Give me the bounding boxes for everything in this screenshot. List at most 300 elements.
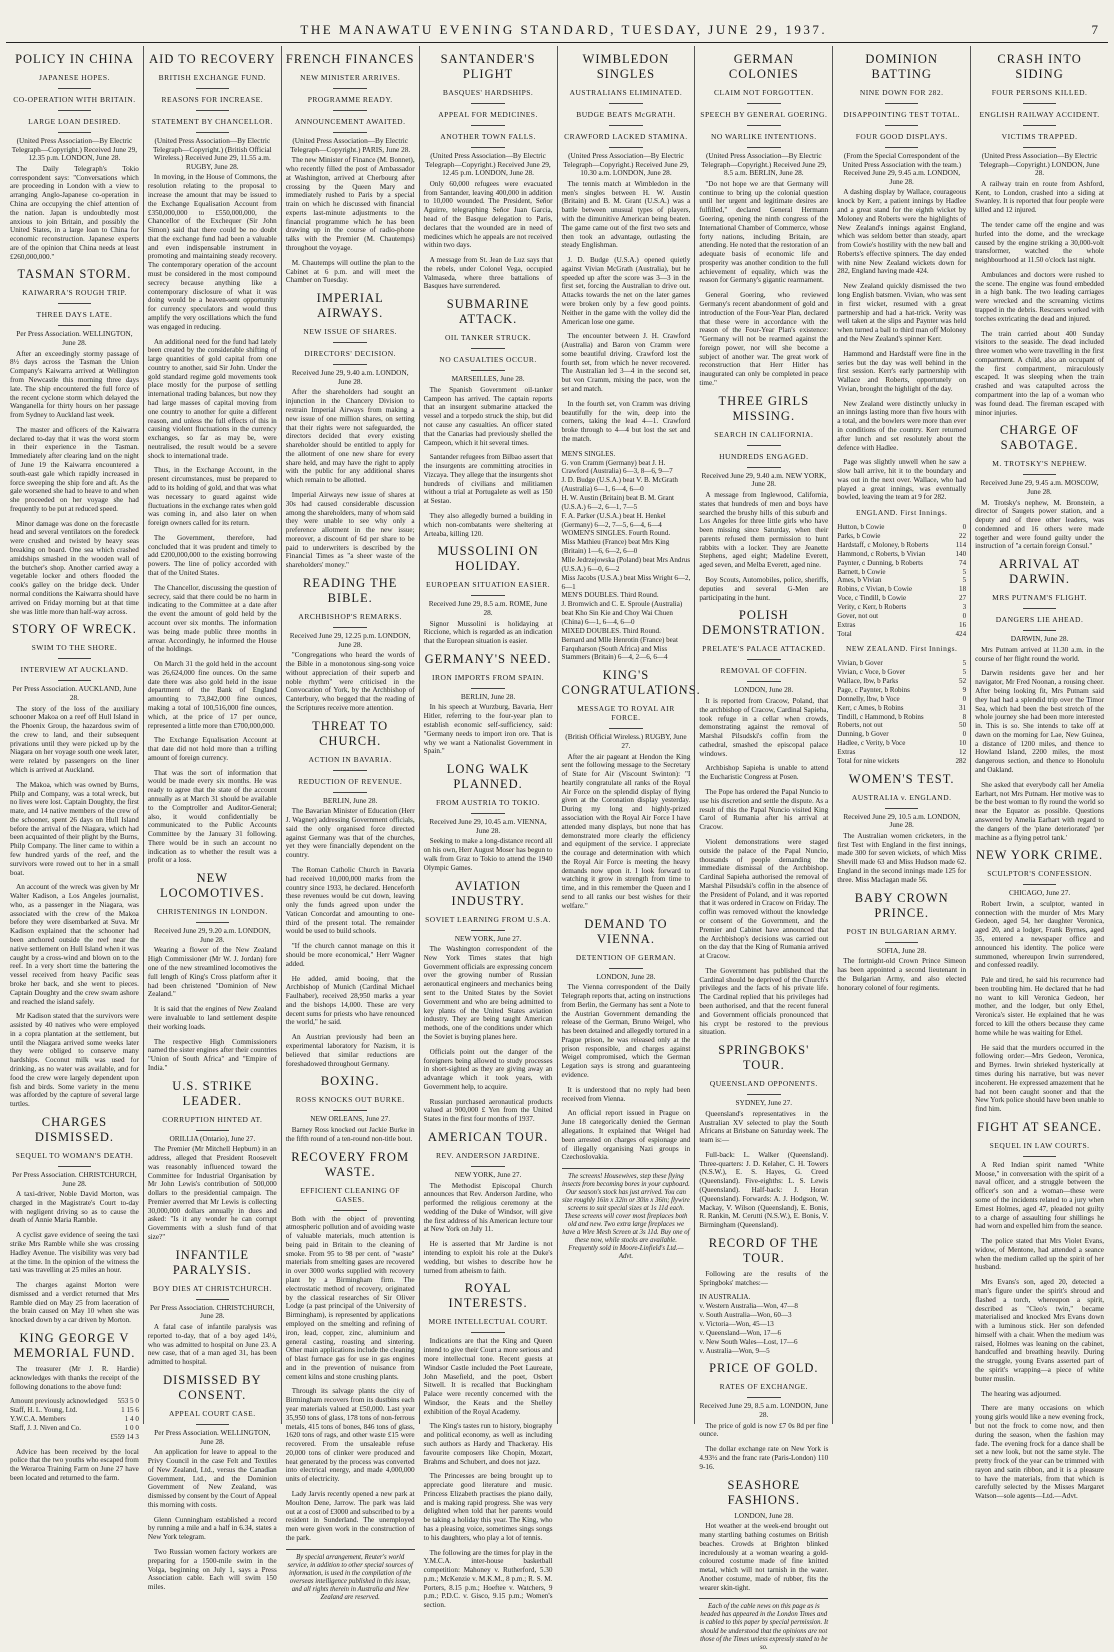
table-cell-value: 0 bbox=[962, 694, 967, 703]
body-paragraph: A Red Indian spirit named "White Moose," in conversation with the spirit of a naval officer, and a struggle between the officer's son and a woman—these were some of the incidents related to a jury when Ernest Holmes, aged 47, pleaded not guilty to a charge of assaulting four shillings he had worn and expelled him from the seance. bbox=[975, 1160, 1104, 1231]
article bbox=[562, 917, 691, 1162]
subheading: MORE INTELLECTUAL COURT. bbox=[428, 1317, 548, 1327]
table-row bbox=[837, 523, 966, 532]
table-cell-label: WOMEN'S SINGLES. Fourth Round. bbox=[561, 529, 671, 538]
subheading: EUROPEAN SITUATION EASIER. bbox=[426, 580, 551, 590]
footnote: Each of the cable news on this page as is headed has appeared in the London Times and is cabled to this paper by special permission. It should be understood that the opinions are not those of the Times unless expressly stated to be so. bbox=[699, 1598, 828, 1651]
table-row bbox=[562, 494, 691, 512]
article bbox=[286, 719, 415, 1069]
article bbox=[837, 644, 966, 765]
body-paragraph: In the fourth set, von Cramm was driving beautifully for the win, deep into the corners, taking the lead 4—1. Crawford broke through to 4—4 but lost the set and the match. bbox=[561, 399, 691, 443]
table-cell-value: 282 bbox=[955, 756, 967, 765]
table-row bbox=[562, 512, 691, 530]
headline: THREE GIRLS MISSING. bbox=[718, 393, 810, 423]
article bbox=[837, 891, 966, 993]
body-paragraph: The Australian women cricketers, in the first Test with England in the first innings, made 300 for seven wickets, of which Miss Shevill made 63 and Miss Hudson made 62. England in the second innings made 125 for three. Miss Maclagan made 56. bbox=[837, 831, 967, 884]
headline: DOMINION BATTING bbox=[865, 52, 938, 81]
body-paragraph: Both with the object of preventing atmospheric pollution and of avoiding waste of valuable materials, much attention is being paid in Britain to the cleaning of smoke. From 95 to 98 per cent. of "waste" materials from smelting gases are recovered in over 3000 works supplied with recovery plant by a Birmingham firm. The electrostatic method of recovery, originated by the classical researches of Sir Oliver Lodge (a past principal of the University of Birmingham), is represented by applications employed on the smelting and refining of iron, lead, copper, zinc, aluminium and general casting, roasting and sintering. Other main applications include the cleaning of blast furnace gas for use in gas engines and in the prevention of nuisance from cement kilns and stone crushing plants. bbox=[285, 1214, 415, 1381]
body-paragraph: The Government, therefore, had concluded that it was prudent and timely to add £200,000,000 to the existing borrowing powers. The line of policy accorded with that of the United States. bbox=[147, 533, 277, 578]
table-cell-value: 553 5 0 bbox=[117, 1397, 139, 1406]
dateline: (United Press Association—By Electric Telegraph—Copyright.) PARIS, June 28. bbox=[290, 136, 411, 154]
dateline: NEW YORK, June 27. bbox=[454, 1169, 522, 1179]
article bbox=[699, 1236, 828, 1356]
divider-rule bbox=[471, 1332, 505, 1333]
table-cell-label: Extras bbox=[837, 747, 856, 756]
subheading: CLAIM NOT FORGOTTEN. bbox=[713, 88, 814, 97]
table-row bbox=[837, 739, 966, 748]
body-paragraph: The Washington correspondent of the New York Times states that high Government officials are expressing concern over the growing number of Russian aeronautical engineers and mechanics being sent to the United States by the Soviet Government and who are being admitted to key plants of the United States aviation industry. They are being taught American methods, one of the conditions under which the Soviet is buying planes here. bbox=[423, 945, 553, 1041]
body-paragraph: "Do not hope we are that Germany will continue to bring up the colonial question until her urgent and legitimate desires are fulfilled," declared General Hermann Goering, opening the ninth congress of the International Chamber of Commerce, whose forty nations, including Britain, are attending. He noted that the restoration of an adequate basis of economic life and prosperity was another condition to the full achievement of equality, which was the reason for Germany's gigantic rearmament. bbox=[699, 179, 829, 285]
subheading: SOVIET LEARNING FROM U.S.A. bbox=[425, 914, 551, 924]
body-paragraph: Minor damage was done on the forecastle head and several ventilators on the foredeck were crushed and twisted by heavy seas breaking on board. One sea which crashed amidships smashed in the wooden wall of the butcher's shop. Another carried away a vegetable locker and others flooded the cook's galley on the bridge deck. Under normal conditions the Kaiwarra should have arrived on Friday morning but at that time she was little more than half-way across. bbox=[10, 519, 139, 616]
article bbox=[562, 52, 691, 662]
headline: DISMISSED BY CONSENT. bbox=[163, 1372, 262, 1402]
body-paragraph: Advice has been received by the local police that the two youths who escaped from the Weraroa Training Farm on June 27 have been located and returned to the farm. bbox=[10, 1447, 139, 1483]
stats-table bbox=[699, 1293, 828, 1355]
table-cell-value: 0 bbox=[962, 730, 967, 739]
subheading: IRON IMPORTS FROM SPAIN. bbox=[431, 672, 545, 682]
table-row bbox=[837, 730, 966, 739]
body-paragraph: After the air pageant at Hendon the King sent the following message to the Secretary of State for Air (Viscount Swinton): "I heartily congratulate all ranks of the Royal Air Force on the splendid display of flying given at the Coronation display yesterday. During my long and highly-prized association with the Royal Air Force I have attended many displays, but none that has demonstrated more clearly the efficiency and equipment of the service. I appreciate the courage and determination with which the Royal Air Force is meeting the heavy demands now upon it. I look forward to watching it grow in strength from time to time, and in this remember the Queen and I send to all ranks our best wishes for their welfare." bbox=[561, 752, 691, 910]
subheading: ANNOUNCEMENT AWAITED. bbox=[294, 117, 406, 126]
table-cell-label: Paynter, c Dunning, b Roberts bbox=[837, 558, 923, 567]
table-row bbox=[562, 574, 691, 592]
dateline: NEW ORLEANS, June 27. bbox=[310, 1114, 391, 1124]
subheading: ARCHBISHOP'S REMARKS. bbox=[298, 612, 402, 621]
body-paragraph: She asked that everybody call her Amelia Earhart, not Mrs Putnam. Her motive was to be the best woman to fly round the world so near the Equator as possible. Questions answered by Amelia Earhart with regard to the dangers of the 'plane deteriorated' 'per machine as a flying petrol tank.' bbox=[975, 780, 1104, 842]
table-cell-label: Page, c Paynter, b Robins bbox=[837, 685, 910, 694]
table-row bbox=[562, 636, 691, 663]
table-row bbox=[837, 695, 966, 704]
table-cell-label: v. Australia—Won, 9—5 bbox=[699, 1346, 770, 1355]
body-paragraph: M. Trotsky's nephew, M. Bronstein, a director of Saugets power station, and a deputy and of three other leaders, was condemned and 16 others were made together and were found guilty under the instruction of "a certain foreign Consul." bbox=[975, 498, 1104, 551]
divider-rule bbox=[196, 1130, 230, 1131]
table-row bbox=[837, 668, 966, 677]
body-paragraph: M. Chautemps will outline the plan to the Cabinet at 6 p.m. and will meet the Chamber on Tuesday. bbox=[285, 258, 415, 285]
headline: THREAT TO CHURCH. bbox=[312, 718, 389, 748]
table-row bbox=[837, 713, 966, 722]
body-paragraph: Officials point out the danger of the foreigners being allowed to study processes in short-sighted as they are giving away an advantage which it took years, with Government help, to acquire. bbox=[423, 1047, 553, 1091]
divider-rule bbox=[471, 595, 505, 596]
divider-rule bbox=[1023, 474, 1057, 475]
body-paragraph: A taxi-driver, Noble David Morton, was charged in the Magistrate's Court to-day with negligent driving so as to cause the death of Annie Maria Ramble. bbox=[10, 1190, 139, 1225]
body-paragraph: After an exceedingly stormy passage of 8½ days across the Tasman the Union Company's Kaiwarra arrived at Wellington from Newcastle this morning three days late. The ship encountered the full force of the recent cyclone storm which delayed the Wanganella for thirty hours on her passage from Sydney to Auckland last week. bbox=[10, 349, 139, 420]
body-paragraph: Seeking to make a long-distance record all on his own, Herr August Moser has begun to walk from Graz to Tokio to attend the 1940 Olympic Games. bbox=[423, 837, 553, 872]
table-cell-label: v. Victoria—Won, 45—13 bbox=[699, 1320, 774, 1329]
table-row bbox=[837, 612, 966, 621]
subheading: SPEECH BY GENERAL GOERING. bbox=[700, 110, 828, 119]
divider-rule bbox=[333, 1210, 367, 1211]
table-cell-label: Voce, c Tindill, b Cowie bbox=[837, 594, 907, 603]
body-paragraph: The Government has published that the Cardinal should be deprived of the Church's privileges and the facts of his private life. The Cardinal replied that his privileges had been authorised, and that the recent funeral and Government officials pronounced that his crypt be restored to the previous situation. bbox=[699, 966, 829, 1037]
article bbox=[286, 576, 415, 713]
article bbox=[10, 52, 139, 261]
body-paragraph: Imperial Airways new issue of shares at 30s had caused considerable discussion among the shareholders, many of whom said they were unable to see why only a preference allotment in the new issue; moreover, a discount of 6d per share to be paid to underwriters is described by the Financial Times as "a sheer waste of the shareholders' money." bbox=[285, 490, 415, 570]
subheading: APPEAL COURT CASE. bbox=[168, 1408, 256, 1418]
divider-rule bbox=[58, 680, 92, 681]
divider-rule bbox=[196, 1424, 230, 1425]
table-cell-label: Mlle Jedrzejowska (Poland) beat Mrs Andrus (U.S.A.) 6—0, 6—2 bbox=[561, 556, 691, 573]
body-paragraph: Two Russian women factory workers are preparing for a 1500-mile swim in the Volga, beginning on July 1, says a Press Association cable. Each will swim 150 miles. bbox=[147, 1547, 277, 1592]
table-cell-label: Tindill, c Hammond, b Robins bbox=[837, 712, 924, 721]
table-row bbox=[562, 529, 691, 538]
body-paragraph: It is understood that no reply had been received from Vienna. bbox=[561, 1085, 691, 1103]
table-cell-value: 52 bbox=[959, 677, 967, 686]
dateline: DARWIN, June 28. bbox=[1010, 634, 1069, 644]
article bbox=[286, 1074, 415, 1143]
table-row bbox=[837, 748, 966, 757]
table-row bbox=[837, 550, 966, 559]
divider-rule bbox=[747, 125, 781, 126]
table-cell-value: £559 14 3 bbox=[110, 1432, 139, 1441]
headline: WOMEN'S TEST. bbox=[848, 771, 955, 786]
table-row bbox=[562, 556, 691, 574]
article bbox=[424, 652, 553, 756]
table-cell-label: Staff, J. J. Niven and Co. bbox=[10, 1423, 81, 1432]
headline: AID TO RECOVERY bbox=[149, 52, 276, 66]
body-paragraph: New Zealand quickly dismissed the two long English batsmen. Vivian, who was sent in first wicket, resumed with a great partnership and had a hat-trick. Verity was well taken at the slips and Paynter was held when turned a ball to third man off Moloney and the New Zealand's spinner Kerr. bbox=[837, 282, 967, 343]
body-paragraph: The fortnight-old Crown Prince Simeon has been appointed a second lieutenant in the Bulgarian Army, and also elected honorary colonel of four regiments. bbox=[837, 957, 967, 992]
subheading: CHRISTENINGS IN LONDON. bbox=[156, 907, 268, 917]
article bbox=[975, 423, 1104, 551]
body-paragraph: There are many occasions on which young girls would like a new evening frock, but not the frock to come now, and then during the season, when the fashion may fade. The evening frock for a dance shall be set a new look, but not the same style. The pretty frock of the year can be trimmed with rayon and satin ribbon, and it is a pleasure to have the materials, from that which is carefully selected by the Misses Margaret Watson—sole agents—Ltd.—Advt. bbox=[975, 1404, 1104, 1501]
article bbox=[286, 291, 415, 570]
headline: WIMBLEDON SINGLES bbox=[582, 52, 670, 81]
table-row bbox=[562, 476, 691, 494]
dateline: LONDON, June 28. bbox=[734, 1510, 794, 1520]
divider-rule bbox=[471, 147, 505, 148]
divider-rule bbox=[471, 348, 505, 349]
table-cell-value: 74 bbox=[959, 558, 967, 567]
column-grid bbox=[6, 43, 1108, 1651]
dateline: BERLIN, June 28. bbox=[323, 795, 378, 805]
divider-rule bbox=[609, 728, 643, 729]
article bbox=[837, 52, 966, 502]
body-paragraph: They also allegedly burned a building in which non-combatants were sheltering at Arteaba, killing 120. bbox=[423, 511, 553, 538]
body-paragraph: A railway train en route from Ashford, Kent, to London, crashed into a siding at Swanley. It is reported that four people were killed and 12 injured. bbox=[975, 179, 1104, 215]
headline: FRENCH FINANCES bbox=[285, 52, 415, 66]
subheading: SEARCH IN CALIFORNIA. bbox=[714, 429, 814, 439]
dateline: Received June 29, 9.20 a.m. LONDON, June 28. bbox=[153, 926, 271, 944]
table-cell-label: Donnelly, lbw, b Voce bbox=[837, 694, 900, 703]
divider-rule bbox=[747, 681, 781, 682]
table-cell-value: 10 bbox=[959, 739, 967, 748]
table-cell-label: Hardstaff, c Moloney, b Roberts bbox=[837, 540, 929, 549]
subheading: PRELATE'S PALACE ATTACKED. bbox=[702, 644, 826, 654]
divider-rule bbox=[885, 808, 919, 809]
table-cell-label: Kerr, c Ames, b Robins bbox=[837, 703, 904, 712]
divider-rule bbox=[747, 1094, 781, 1095]
table-row bbox=[10, 1424, 139, 1433]
headline: RECORD OF THE TOUR. bbox=[708, 1235, 819, 1265]
article bbox=[699, 1361, 828, 1471]
table-cell-label: v. Queensland—Won, 17—6 bbox=[699, 1328, 782, 1337]
subheading: PROGRAMME READY. bbox=[307, 95, 393, 104]
table-row bbox=[837, 621, 966, 630]
headline: STORY OF WRECK. bbox=[12, 622, 137, 637]
dateline: Per Press Association. WELLINGTON, June 28. bbox=[154, 1427, 271, 1446]
table-cell-label: IN AUSTRALIA. bbox=[699, 1293, 751, 1302]
divider-rule bbox=[747, 147, 781, 148]
divider-rule bbox=[333, 770, 367, 771]
article bbox=[424, 544, 553, 646]
headline: READING THE BIBLE. bbox=[302, 576, 398, 605]
table-cell-label: Vivian, c Voce, b Gover bbox=[837, 668, 906, 677]
article bbox=[699, 1043, 828, 1230]
body-paragraph: Pale and tired, he said his recurrence had been troubling him. He declared that he had no want to kill Veronica Gedeon, her mother, and the lodger, but only Ethel, Veronica's sister. He explained that he was forced to kill the others because they came home while he was waiting for Ethel. bbox=[975, 976, 1104, 1037]
table-cell-label: Ames, b Vivian bbox=[837, 576, 882, 585]
body-paragraph: The Pope has ordered the Papal Nuncio to use his discretion and settle the dispute. As a result of this the Papal Nuncio visited King Carol of Rumania after his arrival at Cracow. bbox=[699, 788, 829, 832]
headline: POLICY IN CHINA bbox=[15, 52, 134, 66]
table-cell-value: 1 4 0 bbox=[124, 1415, 139, 1424]
subheading: POST IN BULGARIAN ARMY. bbox=[846, 926, 957, 936]
dateline: LONDON, June 28. bbox=[734, 685, 794, 695]
subheading: DETENTION OF GERMAN. bbox=[575, 952, 677, 962]
body-paragraph: "Congregations who heard the words of the Bible in a monotonous sing-song voice without appreciation of their superb and noble rhythm" were criticised in the Convocation of York, by the Archbishop of Canterbury, who begged that the reading of the Scriptures receive more attention. bbox=[285, 651, 415, 712]
divider-rule bbox=[196, 132, 230, 133]
body-paragraph: The Spanish Government oil-tanker Campeon has arrived. The captain reports that an insurgent submarine attacked the vessel and a torpedo struck the ship, but did not cause any casualties. An officer stated that the Canarias had previously shelled the Campeon, which it hit several times. bbox=[423, 385, 553, 447]
table-cell-value: 8 bbox=[962, 712, 967, 721]
table-cell-value: 5 bbox=[962, 576, 967, 585]
table-cell-value: 50 bbox=[959, 721, 967, 730]
table-row bbox=[562, 459, 691, 477]
body-paragraph: Santander refugees from Bilbao assert that the insurgents are committing atrocities in Vizcaya. They allege that the insurgents shot hundreds of civilians and militiamen without a trial at Portugalete as well as 150 at Sestao. bbox=[423, 453, 553, 506]
headline: SANTANDER'S PLIGHT bbox=[440, 52, 536, 81]
body-paragraph: The tennis match at Wimbledon in the men's singles between H. W. Austin (Britain) and B. M. Grant (U.S.A.) was a battle between unusual types of players, with the dimunitive American being beaten. The game came out of the first two sets and then took an advantage, outlasting the steady Englishman. bbox=[561, 179, 691, 250]
body-paragraph: That was the sort of information that would be made every six months. He was ready to agree that the state of the account annually as at March 31 should be available to the Comptroller and Auditor-General; also, it would confidentially be communicated to the Public Accounts Committee by the January 31 following. There would be in such an account no indication as to whether the result was a profit or a loss. bbox=[147, 768, 277, 865]
divider-rule bbox=[196, 1299, 230, 1300]
headline: FIGHT AT SEANCE. bbox=[977, 1119, 1103, 1134]
table-cell-label: Hutton, b Cowie bbox=[837, 523, 885, 532]
table-cell-label: Barnett, b Cowie bbox=[837, 567, 886, 576]
article bbox=[975, 848, 1104, 1114]
table-cell-label: Parks, b Cowie bbox=[837, 532, 881, 541]
body-paragraph: Queensland's representatives in the Australian XV selected to play the South Africans at Brisbane on Saturday week. The team is:— bbox=[699, 1109, 829, 1145]
divider-rule bbox=[58, 325, 92, 326]
subheading: ENGLAND. First Innings. bbox=[855, 508, 948, 518]
table-cell-label: F. A. Parker (U.S.A.) beat H. Henkel (Germany) 6—2, 7—5, 6—4, 6—4 bbox=[561, 511, 666, 529]
table-row bbox=[10, 1406, 139, 1415]
headline: AVIATION INDUSTRY. bbox=[451, 878, 525, 908]
dateline: Per Press Association. AUCKLAND, June 28. bbox=[12, 684, 137, 702]
body-paragraph: Darwin residents gave her and her navigator, Mr Fred Noonan, a rousing cheer. After being looking fit, Mrs Putnam said they had had a splendid trip over the Timor Sea, which had been the best stretch of the whole journey she had been more interested in. This is so. She intends to take off at dawn on the morning for Lae, New Guinea, a distance of 1200 miles, and thence to Howland Island, 2200 miles, the most dangerous section, and thence to Honolulu and Oakland. bbox=[975, 669, 1104, 775]
table-cell-value: 16 bbox=[959, 620, 967, 629]
body-paragraph: A dashing display by Wallace, courageous knock by Kerr, a patient innings by Hadlee and a great stand for the eighth wicket by Moloney and Roberts were the highlights of New Zealand's innings against England, which was seldom better than steady, apart from Cowie's hostility with the new ball and Roberts's effective spinners. The day ended with nine New Zealand wickets down for 282, England having made 424. bbox=[837, 188, 967, 276]
table-row bbox=[699, 1329, 828, 1338]
divider-rule bbox=[471, 370, 505, 371]
table-cell-label: H. W. Austin (Britain) beat B. M. Grant (U.S.A.) 6—2, 6—1, 7—5 bbox=[561, 494, 675, 511]
subheading: ANOTHER TOWN FALLS. bbox=[440, 132, 536, 141]
subheading: SWIM TO THE SHORE. bbox=[31, 643, 118, 653]
divider-rule bbox=[471, 1166, 505, 1167]
article bbox=[699, 394, 828, 603]
article bbox=[424, 297, 553, 538]
divider-rule bbox=[333, 1110, 367, 1111]
table-cell-value: 22 bbox=[959, 532, 967, 541]
divider-rule bbox=[747, 445, 781, 446]
divider-rule bbox=[58, 110, 92, 111]
table-cell-label: v. South Australia—Won, 60—3 bbox=[699, 1311, 792, 1320]
body-paragraph: Ambulances and doctors were rushed to the scene. The engine was found embedded in a high bank. The two leading carriages were wrecked and the screaming victims trapped in the debris. Rescuers worked with torches extricating the dead and injured. bbox=[975, 270, 1104, 323]
body-paragraph: On March 31 the gold held in the account was 26,624,000 fine ounces. On the same date there was also gold held in the issue department of the Bank of England amounting to 73,842,000 fine ounces, making a total of 100,516,000 fine ounces, which, at the price of 17 per ounce, represented a little more than £700,000,000. bbox=[147, 660, 277, 730]
divider-rule bbox=[885, 103, 919, 104]
news-column bbox=[832, 46, 970, 1424]
divider-rule bbox=[196, 110, 230, 111]
table-cell-label: Roberts, not out bbox=[837, 721, 883, 730]
body-paragraph: A fatal case of infantile paralysis was reported to-day, that of a boy aged 14½, who was admitted to hospital on June 23. A new case, that of a man aged 31, has been admitted to hospital. bbox=[147, 1323, 277, 1367]
divider-rule bbox=[471, 813, 505, 814]
dateline: CHICAGO, June 27. bbox=[1008, 888, 1071, 898]
divider-rule bbox=[1023, 125, 1057, 126]
headline: RECOVERY FROM WASTE. bbox=[291, 1149, 410, 1179]
subheading: STATEMENT BY CHANCELLOR. bbox=[151, 117, 273, 126]
headline: CHARGES DISMISSED. bbox=[34, 1114, 114, 1144]
headline: ROYAL INTERESTS. bbox=[448, 1281, 528, 1311]
subheading: BOY DIES AT CHRISTCHURCH. bbox=[152, 1283, 272, 1293]
article bbox=[286, 1150, 415, 1543]
dateline: BERLIN, June 28. bbox=[460, 691, 516, 701]
dateline: (United Press Association—By Electric Telegraph—Copyright.) Received June 29, 12.35 p.m. LONDON, June 28. bbox=[11, 136, 138, 163]
body-paragraph: Mr Kadison stated that the survivors were assisted by 40 natives who were employed in a copra plantation at the settlement, but until the Niagara arrived some weeks later they were obliged to conserve many hardships. Coconut milk was used for drinking, as no water was available, and for food the crew were largely dependent upon fish and birds. Some variety in the menu was afforded by the capture of several large turtles. bbox=[10, 1012, 139, 1109]
body-paragraph: An application for leave to appeal to the Privy Council in the case Felt and Textiles of New Zealand, Ltd., versus the Canadian Government, Ltd., and the Dominion Government of New Zealand, was dismissed by consent by the Court of Appeal this morning with costs. bbox=[147, 1448, 277, 1509]
headline: DEMAND TO VIENNA. bbox=[584, 916, 668, 946]
body-paragraph: Mrs Evans's son, aged 20, detected a man's figure under the spirit's shroud and flashed a torch, whereupon a spirit, described as "Cleo's twin," became materialised and knocked Mrs Evans down with a luminous stick. Her son defended himself with a chair. When the medium was raised, Holmes was leaning on the cabinet, handcuffed and breathing heavily. During the struggle, young Evans asserted part of the spirit's wrapping—a piece of white butter muslin. bbox=[975, 1278, 1104, 1383]
table-cell-label: Amount previously acknowledged bbox=[10, 1397, 108, 1406]
divider-rule bbox=[333, 627, 367, 628]
subheading: NEW ISSUE OF SHARES. bbox=[303, 327, 397, 337]
divider-rule bbox=[1023, 884, 1057, 885]
article bbox=[699, 1478, 828, 1652]
table-cell-label: J. Bromwich and C. E. Sproule (Australia) beat Kho Sin Kie and Choy Wai Chuen (China) 6—1, 6—4, 6—0 bbox=[561, 600, 683, 627]
table-cell-value: 27 bbox=[959, 594, 967, 603]
body-paragraph: He is asserted that Mr Jardine is not intending to exploit his role at the Duke's wedding, but wishes to describe how he turned from atheism to faith. bbox=[423, 1240, 553, 1275]
article bbox=[424, 879, 553, 1124]
article bbox=[699, 608, 828, 1037]
body-paragraph: An account of the wreck was given by Mr Walter Kadison, a Los Angeles journalist, who, as a passenger in the Niagara, was associated with the crew of the Makoa before they were disembarked at Suva. Mr Kadison explained that the schooner had been anchored outside the reef near the native settlement on Hull Island when it was caught by a cross-wind and blown on to the reef. In a very short time the battering the vessel received from heavy Pacific seas broke her back, and she went to pieces. Captain Doughty and the crew swam ashore and reached the island safely. bbox=[10, 883, 139, 1006]
subheading: REASONS FOR INCREASE. bbox=[161, 95, 264, 104]
divider-rule bbox=[333, 364, 367, 365]
divider-rule bbox=[471, 930, 505, 931]
table-row bbox=[837, 585, 966, 594]
divider-rule bbox=[1023, 608, 1057, 609]
table-cell-label: v. New South Wales—Lost, 17—6 bbox=[699, 1337, 798, 1346]
body-paragraph: The King's tastes run to history, biography and political economy, as well as including such authors as Hardy and Thackeray. His favourite composers like Chopin, Mozart, Brahms and Schubert, and does not jazz. bbox=[423, 1422, 553, 1466]
table-cell-value: 424 bbox=[955, 629, 967, 638]
table-row bbox=[837, 630, 966, 639]
article bbox=[837, 772, 966, 885]
table-row bbox=[10, 1433, 139, 1442]
table-row bbox=[699, 1311, 828, 1320]
subheading: APPEAL FOR MEDICINES. bbox=[438, 110, 538, 119]
subheading: BASQUES' HARDSHIPS. bbox=[442, 88, 534, 97]
table-cell-value: 1 15 6 bbox=[121, 1406, 139, 1415]
subheading: ENGLISH RAILWAY ACCIDENT. bbox=[979, 110, 1100, 119]
body-paragraph: A cyclist gave evidence of seeing the taxi strike Mrs Ramble while she was crossing Hadley Avenue. The visibility was very bad at the time. In the opinion of the witness the taxi was travelling at 25 miles an hour. bbox=[10, 1231, 139, 1275]
table-cell-value: 0 bbox=[962, 523, 967, 532]
body-paragraph: Barney Ross knocked out Jackie Burke in the fifth round of a ten-round non-title bout. bbox=[285, 1126, 415, 1143]
table-cell-label: G. von Cramm (Germany) beat J. H. Crawford (Australia) 6—3, 8—6, 9—7 bbox=[561, 458, 673, 476]
divider-rule bbox=[333, 132, 367, 133]
divider-rule bbox=[196, 922, 230, 923]
body-paragraph: It is reported from Cracow, Poland, that the archbishop of Cracow, Cardinal Sapieha, took refuge in a cellar when crowds, demonstrating against the removal of Marshal Pilsudski's coffin from the cathedral, smashed the episcopal palace windows. bbox=[699, 697, 829, 758]
headline: INFANTILE PARALYSIS. bbox=[172, 1247, 252, 1277]
article bbox=[562, 1168, 691, 1261]
divider-rule bbox=[58, 658, 92, 659]
table-cell-value: 140 bbox=[955, 549, 967, 558]
news-column bbox=[419, 46, 557, 1610]
table-row bbox=[837, 603, 966, 612]
divider-rule bbox=[1023, 103, 1057, 104]
body-paragraph: The hearing was adjourned. bbox=[981, 1389, 1061, 1398]
subheading: KAIWARRA'S ROUGH TRIP. bbox=[22, 288, 127, 298]
body-paragraph: The Chancellor, discussing the question of secrecy, said that there could be no harm in indicating to the Committee at a date after the event the amount of gold held by the account over six months. The information was being made public three months in arrear. Accordingly, he informed the House of the holdings. bbox=[147, 583, 277, 654]
body-paragraph: The police stated that Mrs Violet Evans, widow, of Mentone, had attended a seance when the medium called up the spirit of her husband. bbox=[975, 1237, 1104, 1272]
body-paragraph: He added, amid booing, that the Archbishop of Munich (Cardinal Michael Faulhaber), received 28,950 marks a year and the bishops 14,000. These are very decent sums for priests who have renounced the world," he said. bbox=[285, 974, 415, 1027]
subheading: OIL TANKER STRUCK. bbox=[445, 333, 532, 343]
body-paragraph: An additional need for the fund had lately been created by the considerable shifting of large quantities of gold capital from one country to another, said Sir John. Under the gold standard regime gold movements took place mostly for the purpose of settling international trading balances, but now they had large masses of capital moving from one country to another for quite a different reason, and unless the full effects of this in causing violent fluctuations in the currency exchanges, so far as may be, were neutralised, the result would be a severe shock to international trade. bbox=[147, 337, 277, 460]
table-cell-value: 12 bbox=[959, 747, 967, 756]
headline: BOXING. bbox=[320, 1074, 380, 1089]
body-paragraph: General Goering, who reviewed Germany's recent abandonment of gold and introduction of the Four-Year Plan, declared that these were in accordance with the reason of the Four-Year Plan's existence: "Germany will not be rearmed against the foreign power, nor will she become a subject of another war. The great work of reconstruction that Herr Hitler has inaugurated can only be completed in peace time." bbox=[699, 291, 829, 388]
divider-rule bbox=[58, 1166, 92, 1167]
subheading: FOUR PERSONS KILLED. bbox=[991, 88, 1088, 97]
dateline: MARSEILLES, June 28. bbox=[451, 374, 525, 384]
subheading: BUDGE BEATS McGRATH. bbox=[576, 110, 676, 119]
table-cell-value: 1 0 0 bbox=[124, 1423, 139, 1432]
article bbox=[10, 1331, 139, 1483]
divider-rule bbox=[885, 147, 919, 148]
body-paragraph: Archbishop Sapieha is unable to attend the Eucharistic Congress at Posen. bbox=[699, 764, 829, 782]
table-cell-label: v. Western Australia—Won, 47—8 bbox=[699, 1302, 798, 1311]
table-cell-label: Y.W.C.A. Members bbox=[10, 1415, 66, 1424]
table-row bbox=[562, 450, 691, 459]
table-row bbox=[10, 1397, 139, 1406]
body-paragraph: Glenn Cunningham established a record by running a mile and a half in 6.34, states a New York telegram. bbox=[147, 1515, 277, 1542]
table-cell-label: Vivian, b Gover bbox=[837, 659, 883, 668]
stats-table bbox=[562, 450, 691, 663]
article bbox=[561, 668, 701, 910]
body-paragraph: The price of gold is now £7 0s 8d per fine ounce. bbox=[699, 1421, 829, 1439]
subheading: HUNDREDS ENGAGED. bbox=[719, 451, 809, 461]
article bbox=[975, 557, 1104, 842]
table-cell-label: MEN'S DOUBLES. Third Round. bbox=[561, 591, 659, 600]
dateline: Received June 29, 8.5 a.m. ROME, June 28. bbox=[428, 599, 548, 617]
article bbox=[148, 1373, 277, 1592]
table-cell-value: 9 bbox=[962, 685, 967, 694]
table-row bbox=[699, 1320, 828, 1329]
body-paragraph: New Zealand were distinctly unlucky in an innings lasting more than five hours with a total, and the bowlers were more than ever in conditions of the country. Kerr returned after lunch and set resolutely about the defence with Hadlee. bbox=[837, 399, 967, 452]
dateline: (British Official Wireless.) RUGBY, June 27. bbox=[565, 732, 687, 750]
article bbox=[10, 622, 139, 1109]
body-paragraph: The following are the times for play in the Y.M.C.A. inter-house basketball competition: Mahoney v. Rutherford, 5.30 p.m.; McKenzie v. M.K.M., 8 p.m.; R. S. M. Porters, 8.15 p.m.; Hoeftee v. Watchers, 9 p.m.; P.D.C. v. Gisco, 9.15 p.m.; Women's section. bbox=[423, 1548, 553, 1610]
divider-rule bbox=[1023, 147, 1057, 148]
table-row bbox=[837, 541, 966, 550]
dateline: Received June 29, 12.25 p.m. LONDON, June 28. bbox=[289, 631, 411, 649]
dateline: Received June 29, 9.40 a.m. LONDON, June 28. bbox=[291, 368, 409, 386]
news-column bbox=[281, 46, 419, 1601]
body-paragraph: The Roman Catholic Church in Bavaria had received 10,000,000 marks from the country since 1933, he declared. Henceforth these revenues would be cut down, leaving only the funds agreed upon under the Vatican Concordat and amounting to one-third of the present total. The remainder would be used to build schools. bbox=[285, 865, 415, 936]
table-cell-label: Extras bbox=[837, 620, 856, 629]
body-paragraph: The new Minister of Finance (M. Bonnet), who recently filled the post of Ambassador at Washington, arrived at Cherbourg after crossing by the Queen Mary and immediately rushed to Paris by a special train on which he discussed with financial experts last-minute adjustments to the financial programme which he has been drawing up in the course of radio-phone talks with the Premier (M. Chautemps) throughout the voyage. bbox=[285, 156, 415, 253]
body-paragraph: Lady Jarvis recently opened a new park at Moulton Dene, Jarrow. The park was laid out at a cost of £3000 and subscribed to by a resident in Sunderland. The unemployed men were given work in the construction of the park. bbox=[285, 1490, 415, 1542]
divider-rule bbox=[747, 103, 781, 104]
subheading: NINE DOWN FOR 282. bbox=[859, 88, 944, 97]
article bbox=[424, 1281, 553, 1610]
body-paragraph: The Bavarian Minister of Education (Herr J. Wagner) addressing Government officials, said the only organised force directed against Germany was that of the churches, yet they were financially dependent on the country. bbox=[285, 807, 415, 860]
table-row bbox=[10, 1415, 139, 1424]
article bbox=[975, 52, 1104, 417]
headline: POLISH DEMONSTRATION. bbox=[702, 608, 826, 638]
